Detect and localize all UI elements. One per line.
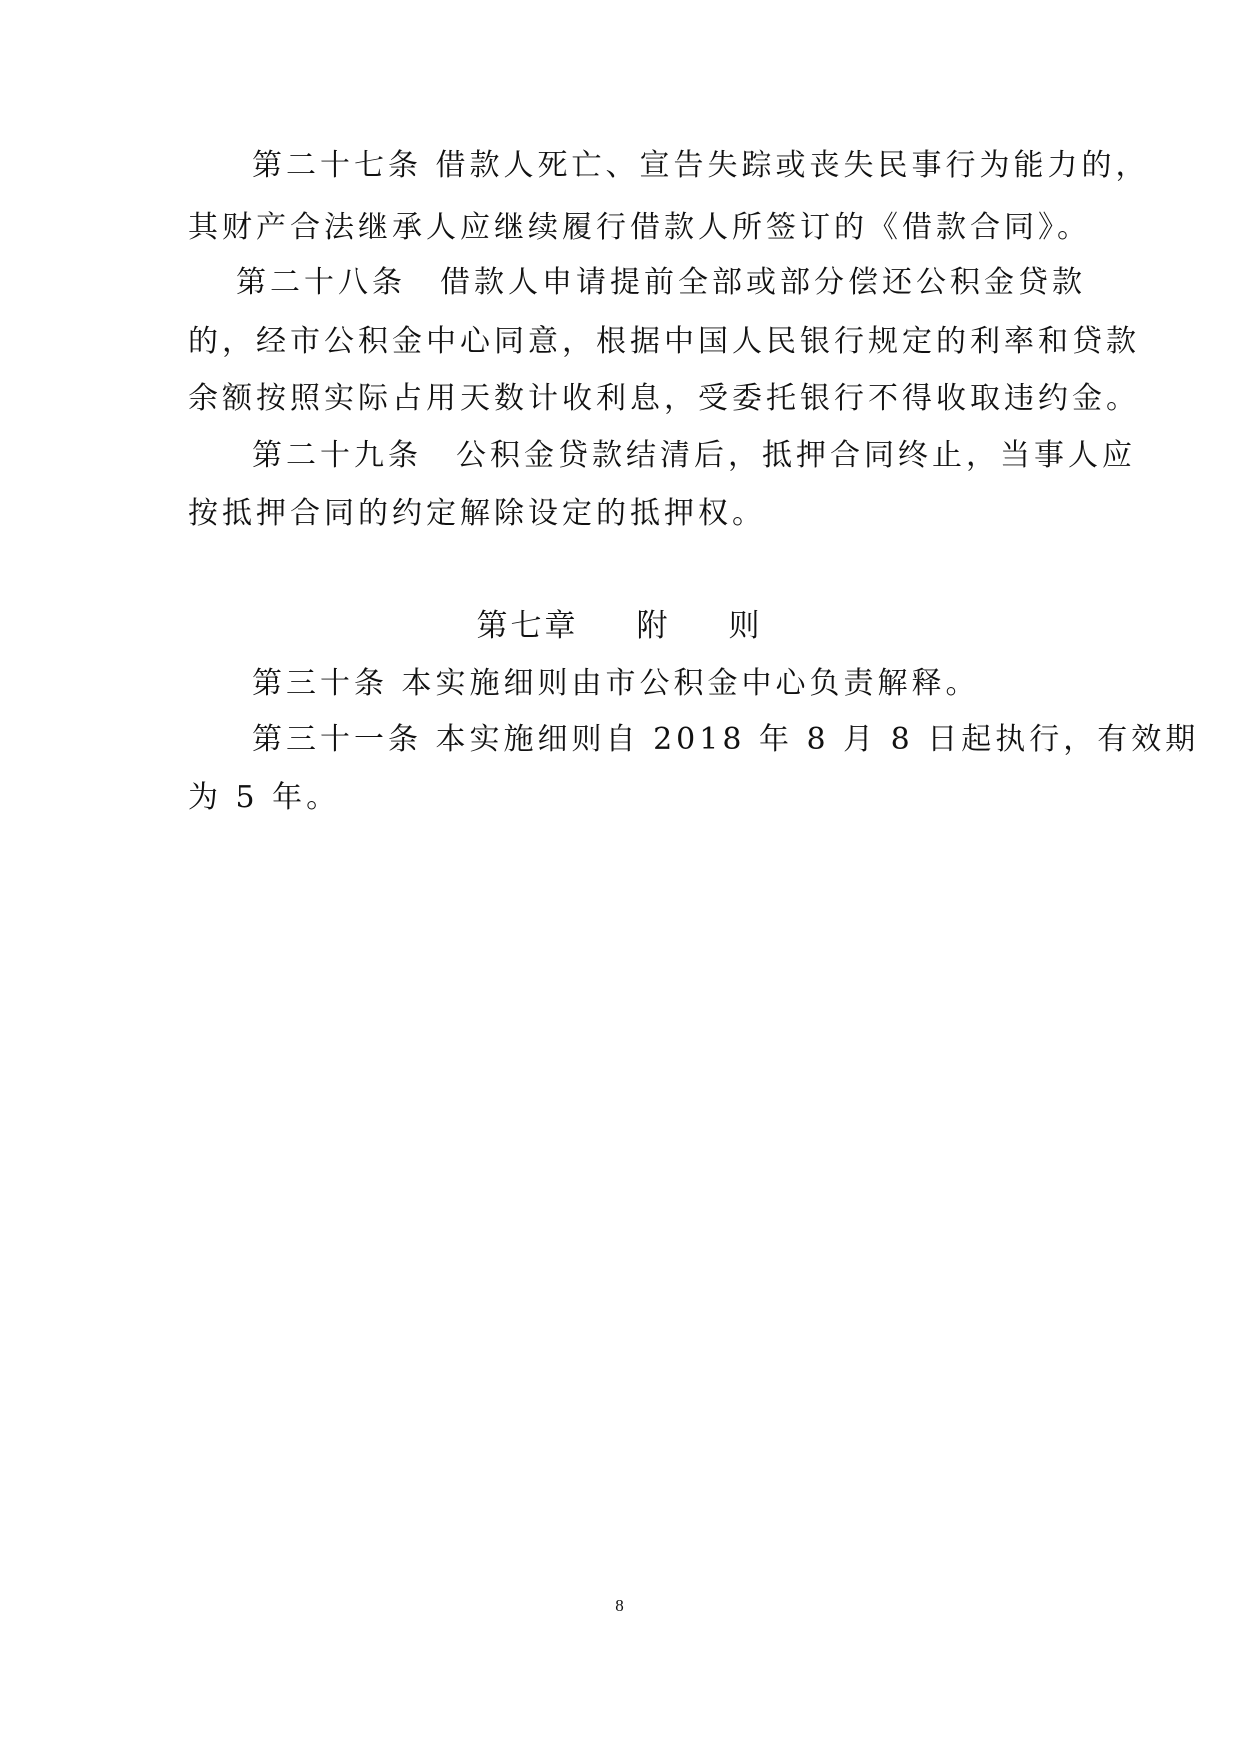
article-29-line-1: 第二十九条 公积金贷款结清后，抵押合同终止，当事人应 [252,438,1136,473]
page-number: 8 [615,1596,624,1615]
chapter-7-heading [0,606,1239,646]
article-29-line-2: 按抵押合同的约定解除设定的抵押权。 [188,496,766,531]
article-28-line-2: 的，经市公积金中心同意，根据中国人民银行规定的利率和贷款 [188,324,1140,359]
article-30-line-1: 第三十条 本实施细则由市公积金中心负责解释。 [252,666,980,701]
article-28-line-3: 余额按照实际占用天数计收利息，受委托银行不得收取违约金。 [188,381,1140,416]
chapter-7-title-char-1: 附 [636,608,671,644]
chapter-7-title-char-2: 则 [728,608,763,644]
article-31-line-2: 为 5 年。 [188,780,341,815]
article-27-line-1: 第二十七条 借款人死亡、宣告失踪或丧失民事行为能力的， [252,148,1150,183]
article-31-line-1: 第三十一条 本实施细则自 2018 年 8 月 8 日起执行，有效期 [252,722,1200,757]
article-28-line-1: 第二十八条 借款人申请提前全部或部分偿还公积金贷款 [236,265,1086,300]
chapter-7-number: 第七章 [476,608,579,644]
article-27-line-2: 其财产合法继承人应继续履行借款人所签订的《借款合同》。 [188,210,1091,245]
